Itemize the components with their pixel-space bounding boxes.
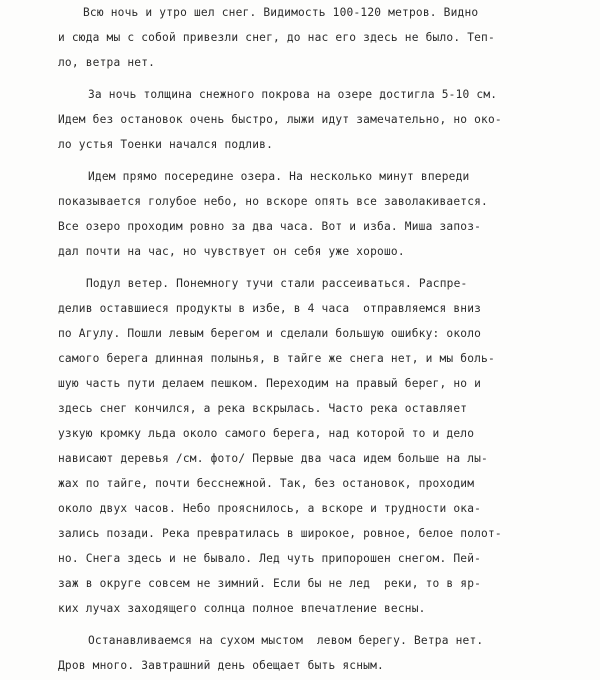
text-line: Идем прямо посередине озера. На несколько минут впереди [88, 170, 470, 183]
text-line: нависают деревья /см. фото/ Первые два часа идем больше на лы- [58, 452, 488, 465]
text-line: ло устья Тоенки начался подлив. [58, 138, 273, 151]
text-line: по Агулу. Пошли левым берегом и сделали большую ошибку: около [58, 327, 482, 340]
text-line: жах по тайге, почти бесснежной. Так, без остановок, проходим [58, 477, 475, 490]
text-line: около двух часов. Небо прояснилось, а вскоре и трудности ока- [58, 502, 482, 515]
text-line: ло, ветра нет. [58, 56, 156, 69]
text-line: самого берега длинная полынья, в тайге же снега нет, и мы боль- [58, 352, 495, 365]
text-line: Дров много. Завтрашний день обещает быть ясным. [58, 659, 384, 672]
text-line: узкую кромку льда около самого берега, над которой то и дело [58, 427, 475, 440]
text-line: и сюда мы с собой привезли снег, до нас его здесь не было. Теп- [58, 31, 495, 44]
text-line: За ночь толщина снежного покрова на озере достигла 5-10 см. [88, 88, 498, 101]
text-line: Идем без остановок очень быстро, лыжи идут замечательно, но око- [58, 113, 502, 126]
text-line: показывается голубое небо, но вскоре опять все заволакивается. [58, 195, 488, 208]
text-line: здесь снег кончился, а река вскрылась. Часто река оставляет [58, 402, 468, 415]
text-line: но. Снега здесь и не бывало. Лед чуть припорошен снегом. Пей- [58, 552, 482, 565]
text-line: заж в округе совсем не зимний. Если бы не лед реки, то в яр- [58, 577, 482, 590]
text-line: делив оставшиеся продукты в избе, в 4 часа отправляемся вниз [58, 302, 482, 315]
text-line: Останавливаемся на сухом мыстом левом берегу. Ветра нет. [88, 634, 484, 647]
text-line: Все озеро проходим ровно за два часа. Вот и изба. Миша запоз- [58, 220, 482, 233]
text-line: ких лучах заходящего солнца полное впечатление весны. [58, 602, 426, 615]
text-line: Всю ночь и утро шел снег. Видимость 100-120 метров. Видно [83, 6, 479, 19]
text-line: дал почти на час, но чувствует он себя уже хорошо. [58, 245, 405, 258]
text-line: Подул ветер. Понемногу тучи стали рассеиваться. Распре- [86, 277, 468, 290]
text-line: шую часть пути делаем пешком. Переходим на правый берег, но и [58, 377, 482, 390]
text-line: зались позади. Река превратилась в широкое, ровное, белое полот- [58, 527, 502, 540]
